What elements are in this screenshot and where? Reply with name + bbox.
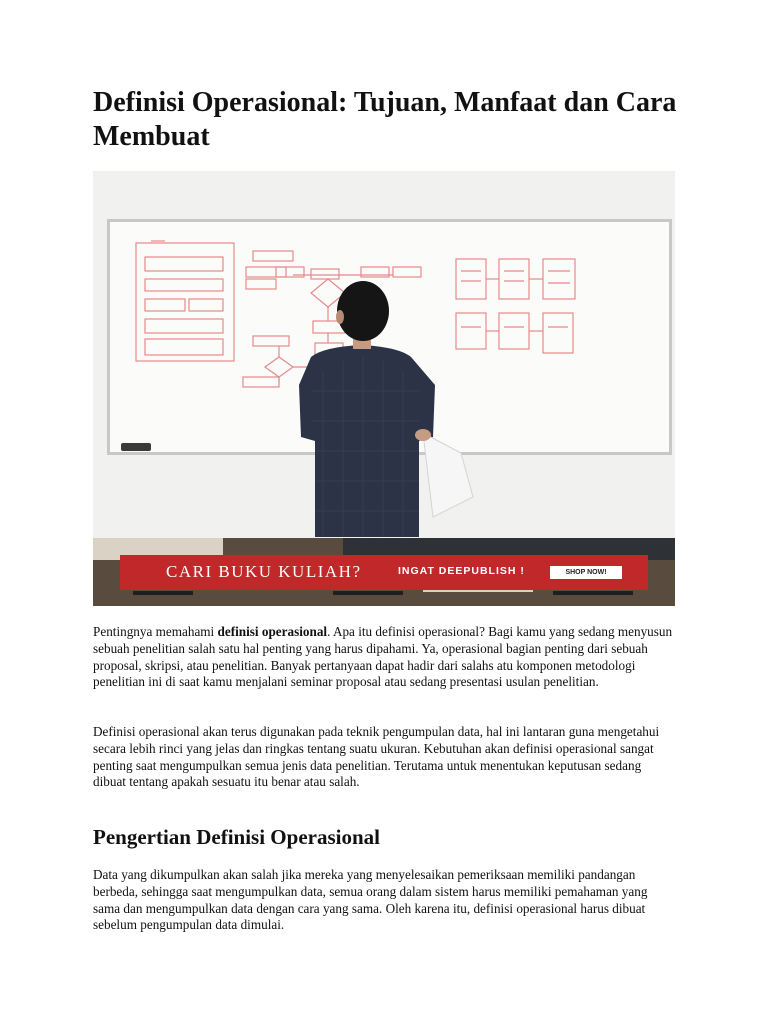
bold-term: definisi operasional xyxy=(217,624,328,639)
paragraph-intro xyxy=(93,624,675,691)
paragraph-third: Data yang dikumpulkan akan salah jika mereka yang menyelesaikan pemeriksaan memiliki pandangan berbeda, sehingga saat mengumpulkan data, semua orang dalam sistem harus memiliki pemahaman yang sama dan mengumpulkan data dengan cara yang sama. Oleh karena itu, definisi operasional harus dibuat sebelum pengumpulan data dimulai. xyxy=(93,867,648,933)
paragraph-intro-after: . Apa itu definisi operasional? Bagi kamu yang sedang menyusun sebuah penelitian salah satu hal penting yang harus dipahami. Ya, operasional bagian penting dari sebuah proposal, skripsi, atau penelitian. Banyak pertanyaan dapat hadir dari salahs atu komponen metodologi penelitian ini di saat kamu menjalani seminar proposal atau sedang presentasi usulan penelitian. xyxy=(93,624,673,690)
banner-tagline: INGAT DEEPUBLISH ! xyxy=(398,565,525,577)
banner-headline: CARI BUKU KULIAH? xyxy=(166,562,362,581)
paragraph-intro-before: Pentingnya memahami xyxy=(93,624,218,639)
shop-now-button[interactable]: SHOP NOW! xyxy=(550,566,622,579)
promo-banner[interactable] xyxy=(120,555,648,590)
hero-image xyxy=(93,171,675,606)
paragraph-second: Definisi operasional akan terus digunakan pada teknik pengumpulan data, hal ini lantaran guna mengetahui secara lebih rinci yang jelas dan ringkas tentang suatu ukuran. Kebutuhan akan definisi operasional sangat penting saat mengumpulkan semua jenis data penelitian. Terutama untuk menentukan keputusan sedang dibuat tentang apakah sesuatu itu benar atau salah. xyxy=(93,724,660,790)
section-heading: Pengertian Definisi Operasional xyxy=(93,825,380,849)
article-title: Definisi Operasional: Tujuan, Manfaat dan Cara Membuat xyxy=(93,87,677,152)
